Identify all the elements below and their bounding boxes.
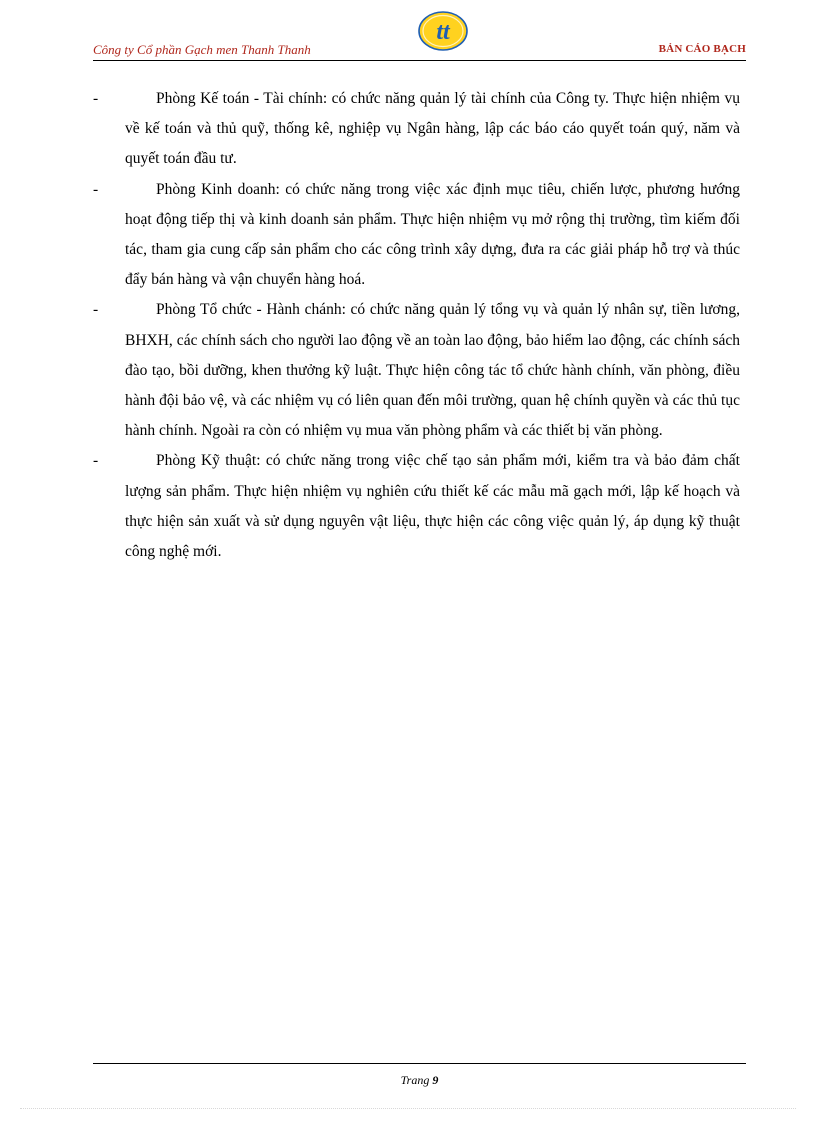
list-item: [93, 175, 740, 296]
page-edge: [20, 1108, 796, 1109]
company-logo: [415, 10, 471, 52]
list-item-text: Phòng Kinh doanh: có chức năng trong việc xác định mục tiêu, chiến lược, phương hướng hoạt động tiếp thị và kinh doanh sản phẩm. Thực hiện nhiệm vụ mở rộng thị trường, tìm kiếm đối tác, tham gia cung cấp sản phẩm cho các công trình xây dựng, đưa ra các giải pháp hỗ trợ và thúc đẩy bán hàng và vận chuyển hàng hoá.: [125, 180, 740, 289]
footer-divider: [93, 1063, 746, 1064]
page-label: Trang: [400, 1073, 430, 1087]
document-body: [93, 84, 740, 567]
header-divider: [93, 60, 746, 61]
list-bullet: -: [93, 452, 99, 470]
page-number: [93, 1073, 746, 1088]
list-bullet: -: [93, 180, 99, 198]
list-bullet: -: [93, 90, 99, 107]
document-title: BẢN CÁO BẠCH: [658, 43, 746, 55]
logo-text: tt: [436, 19, 450, 45]
list-item: [93, 84, 740, 175]
list-bullet: -: [93, 301, 99, 319]
company-name: Công ty Cổ phần Gạch men Thanh Thanh: [93, 42, 311, 57]
list-item-text: Phòng Tổ chức - Hành chánh: có chức năng quản lý tổng vụ và quản lý nhân sự, tiền lương, BHXH, các chính sách cho người lao động về an toàn lao động, bảo hiểm lao động, các chính sách đào tạo, bồi dưỡng, khen thưởng kỹ luật. Thực hiện công tác tổ chức hành chính, văn phòng, điều hành đội bảo vệ, và các nhiệm vụ có liên quan đến môi trường, quan hệ chính quyền và các thủ tục hành chính. Ngoài ra còn có nhiệm vụ mua văn phòng phẩm và các thiết bị văn phòng.: [125, 301, 740, 440]
list-item: [93, 295, 740, 446]
list-item-text: Phòng Kỹ thuật: có chức năng trong việc chế tạo sản phẩm mới, kiểm tra và bảo đảm chất lượng sản phẩm. Thực hiện nhiệm vụ nghiên cứu thiết kế các mẫu mã gạch mới, lập kế hoạch và thực hiện sản xuất và sử dụng nguyên vật liệu, thực hiện các công việc quản lý, áp dụng kỹ thuật công nghệ mới.: [125, 452, 740, 561]
list-item: [93, 446, 740, 567]
page-number-value: 9: [432, 1073, 439, 1087]
page-header: [93, 10, 746, 62]
list-item-text: Phòng Kế toán - Tài chính: có chức năng quản lý tài chính của Công ty. Thực hiện nhiệm vụ về kế toán và thủ quỹ, thống kê, nghiệp vụ Ngân hàng, lập các báo cáo quyết toán quý, năm và quyết toán đầu tư.: [125, 90, 740, 168]
